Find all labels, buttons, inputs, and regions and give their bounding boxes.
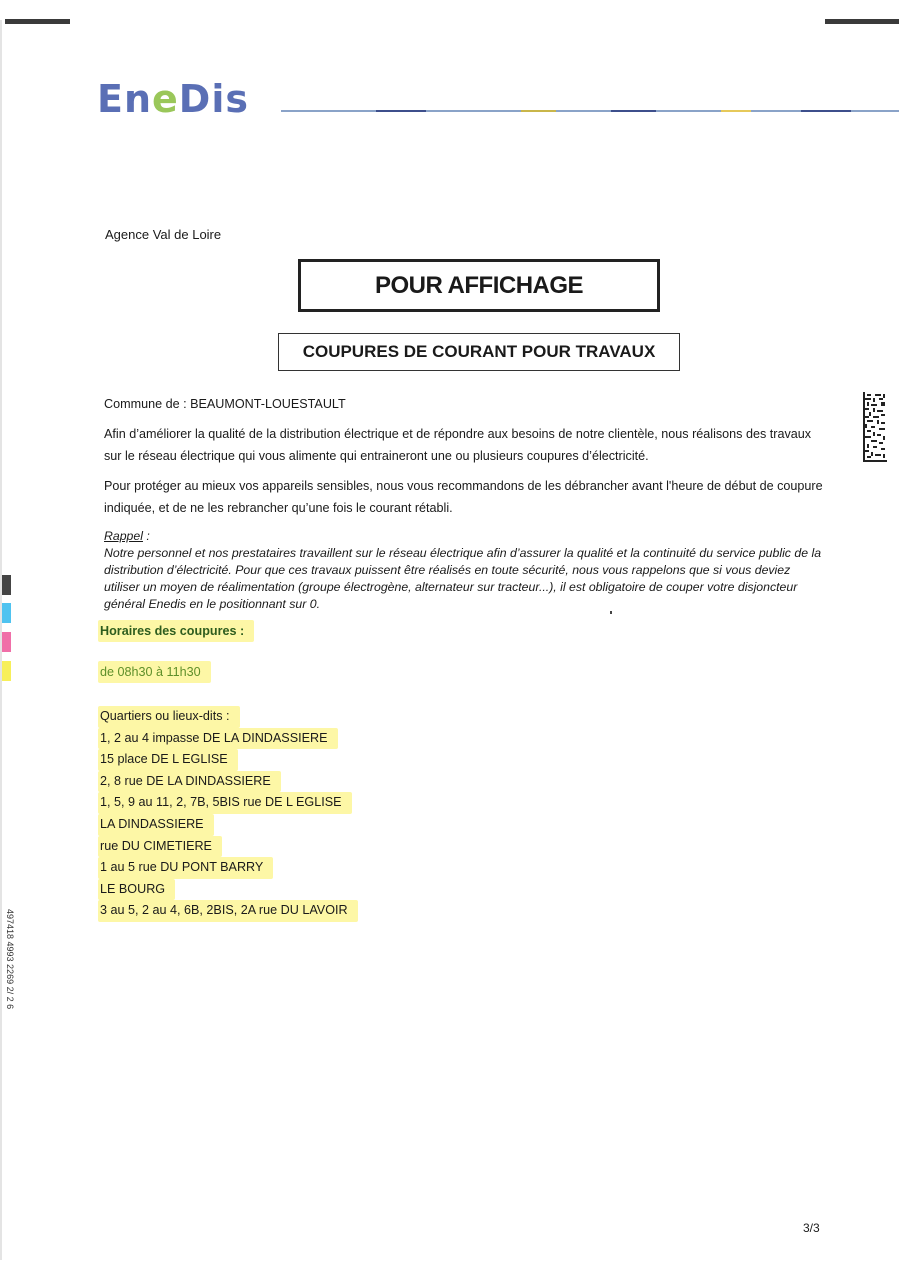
list-item: 1, 2 au 4 impasse DE LA DINDASSIERE [98,728,338,750]
intro-paragraph: Afin d’améliorer la qualité de la distribution électrique et de répondre aux besoins de notre clientèle, nous réalisons des travaux sur le réseau électrique qui vous alimente qui entraineront une ou plusieurs coupures d’électricité. [104,427,812,463]
rappel-block [104,528,824,613]
schedule-heading: Horaires des coupures : [98,620,254,642]
color-strip-cyan [2,603,11,623]
color-strip-magenta [2,632,11,652]
logo-text-part1: En [97,77,153,121]
datamatrix-code [863,392,887,462]
locations-list [100,706,358,922]
list-item: rue DU CIMETIERE [98,836,222,858]
color-strip-yellow [2,661,11,681]
enedis-logo [97,78,249,120]
schedule-heading-row [100,620,254,642]
agency-name: Agence Val de Loire [105,227,222,242]
scan-dot [610,611,612,614]
rappel-title: Rappel [104,529,143,543]
list-item: 1 au 5 rue DU PONT BARRY [98,857,273,879]
list-item: 1, 5, 9 au 11, 2, 7B, 5BIS rue DE L EGLISE [98,792,352,814]
list-item: LE BOURG [98,879,175,901]
scan-mark-right [825,19,899,24]
page-number: 3/3 [803,1221,820,1235]
list-item: 15 place DE L EGLISE [98,749,238,771]
commune-line: Commune de : BEAUMONT-LOUESTAULT [104,397,346,411]
subtitle: COUPURES DE COURANT POUR TRAVAUX [302,342,656,361]
main-title: POUR AFFICHAGE [374,271,584,299]
subtitle-box [278,333,680,371]
list-item: LA DINDASSIERE [98,814,214,836]
side-tracking-code: 497418 4993 2269 2/ 2 6 [5,909,15,1010]
rappel-text: Notre personnel et nos prestataires travaillent sur le réseau électrique afin d’assurer la qualité et la continuité du service public de la distribution d’électricité. Pour que ces travaux puissent être réalisés en toute sécurité, nous vous rappelons que si vous deviez utiliser un moyen de réalimentation (groupe électrogène, alternateur sur tracteur...), il est obligatoire de couper votre disjoncteur général Enedis en le positionnant sur 0. [104,546,822,611]
locations-heading: Quartiers ou lieux-dits : [98,706,240,728]
scan-mark-left [5,19,70,24]
schedule-time-row [100,661,211,683]
list-item: 3 au 5, 2 au 4, 6B, 2BIS, 2A rue DU LAVOIR [98,900,358,922]
advice-paragraph: Pour protéger au mieux vos appareils sensibles, nous vous recommandons de les débrancher avant l'heure de début de coupure indiquée, et de ne les rebrancher qu’une fois le courant rétabli. [104,479,823,515]
color-strip-black [2,575,11,595]
header-dashed-line [281,110,899,113]
main-title-box [298,259,660,312]
rappel-title-suffix: : [142,529,150,543]
logo-text-part2: e [152,77,179,121]
list-item: 2, 8 rue DE LA DINDASSIERE [98,771,281,793]
schedule-time: de 08h30 à 11h30 [98,661,211,683]
logo-text-part3: Dis [178,77,249,121]
